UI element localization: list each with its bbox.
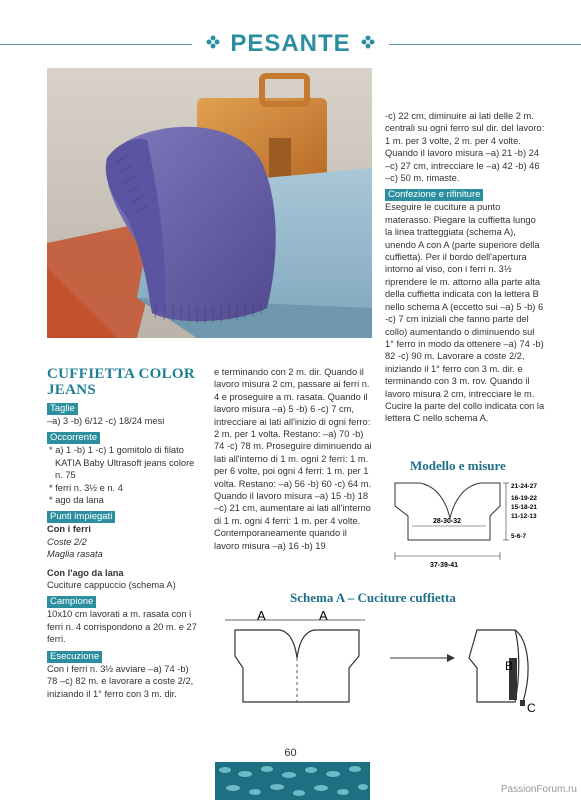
flower-icon (206, 35, 220, 54)
height-label: 5-6-7 (511, 533, 527, 540)
height-label: 11-12-13 (511, 513, 537, 520)
scheme-diagram-title: Schema A – Cuciture cuffietta (290, 590, 456, 605)
materials-item: * a) 1 -b) 1 -c) 1 gomitolo di filato KATIA Baby Ultrasoft jeans colore n. 75 (49, 445, 195, 481)
sizes-text: –a) 3 -b) 6/12 -c) 18/24 mesi (47, 416, 165, 426)
instructions-continued: -c) 22 cm, diminuire ai lati delle 2 m. centrali su ogni ferro sul dir. del lavoro: 1 m. per 3 volte, 2 m. per 4 volte. Quando il lavoro misura –a) 21 -b) 24 –c) 27 cm, intrecciare le –a) 42 -b) 46 –c) 50 m. rimaste. (385, 111, 545, 184)
label-a-left: A (257, 608, 266, 623)
model-diagram (390, 478, 560, 580)
needle-tool-label: Con l'ago da lana (47, 567, 124, 578)
middle-column (214, 366, 374, 552)
gauge-text: 10x10 cm lavorati a m. rasata con i ferri n. 4 corrispondono a 20 m. e 27 ferri. (47, 609, 197, 645)
label-a-right: A (319, 608, 328, 623)
finishing-text: Eseguire le cuciture a punto materasso. Piegare la cuffietta lungo la linea tratteggiata (schema A), unendo A con A (parte superiore della cuffietta). Per il bordo dell'apertura intorno al viso, con i ferri n. 3½ riprendere le m. attorno alla parte alta della cuffietta indicata con la lettera B nello schema A (eccetto sui –a) 5 -b) 6 -c) 7 cm iniziali che fanno parte del collo) aumentando o diminuendo sul 1° ferro in modo da ottenere –a) 74 -b) 82 -c) 90 m. Lavorare a coste 2/2, iniziando il 1° ferro con 3 m. dir. e terminando con 3 m. rov. Quando il lavoro misura 2 cm, intrecciare le m. Cucire la parte del collo indicata con la lettera C nello schema A. (385, 202, 545, 424)
height-label: 16-19-22 (511, 495, 538, 502)
scheme-diagram (215, 608, 565, 738)
gauge-heading: Campione (47, 596, 96, 608)
materials-item: * ago da lana (49, 495, 104, 506)
left-column (47, 366, 197, 700)
pattern-title: CUFFIETTA COLOR JEANS (47, 366, 195, 398)
execution-heading: Esecuzione (47, 651, 102, 663)
model-diagram-title: Modello e misure (410, 458, 506, 473)
watermark: PassionForum.ru (500, 784, 577, 795)
bottom-width-label: 37-39-41 (430, 562, 459, 569)
height-label: 21-24-27 (511, 483, 538, 490)
finishing-heading: Confezione e rifiniture (385, 189, 483, 201)
instructions-text: e terminando con 2 m. dir. Quando il lavoro misura 2 cm, passare ai ferri n. 4 e proseguire a m. rasata. Quando il lavoro misura –a) 5 -b) 6 -c) 7 cm, intrecciare ai lati all'inizio di ogni ferro: 2 m. per 1 volta. Restano: –a) 70 -b) 74 -c) 78 m. Proseguire diminuendo ai lati all'interno di 1 m. ogni 2 ferri: 1 m. per 6 volte, poi ogni 4 ferri: 1 m. per 1 volta. Restano: –a) 56 -b) 60 -c) 64 m. Quando il lavoro misura –a) 15 -b) 18 –c) 21 cm, aumentare ai lati all'interno di 1 m. ogni 4 ferri: 1 m. per 4 volte. Contemporaneamente quando il lavoro misura –a) 16 -b) 19 (214, 367, 372, 551)
stitch-stockinette: Maglia rasata (47, 549, 103, 560)
section-title: PESANTE (230, 30, 351, 57)
materials-heading: Occorrente (47, 432, 100, 444)
execution-text: Con i ferri n. 3½ avviare –a) 74 -b) 78 –c) 82 m. e lavorare a coste 2/2, iniziando il 1° ferro con 3 m. dir. (47, 663, 194, 699)
label-b: B (505, 659, 514, 673)
page-header (0, 30, 581, 58)
sizes-heading: Taglie (47, 403, 78, 415)
width-label: 28-30-32 (433, 518, 462, 525)
height-label: 15-18-21 (511, 504, 538, 511)
materials-item: * ferri n. 3½ e n. 4 (49, 482, 123, 493)
needle-tool-item: Cuciture cappuccio (schema A) (47, 580, 176, 591)
label-c: C (527, 701, 536, 715)
flower-icon (361, 35, 375, 54)
needles-label: Con i ferri (47, 524, 91, 535)
product-photo (47, 68, 372, 338)
right-column (385, 110, 545, 425)
stitches-heading: Punti impiegati (47, 511, 115, 523)
yarn-texture (215, 762, 370, 800)
page-number: 60 (284, 747, 297, 759)
stitch-ribbing: Coste 2/2 (47, 536, 87, 547)
